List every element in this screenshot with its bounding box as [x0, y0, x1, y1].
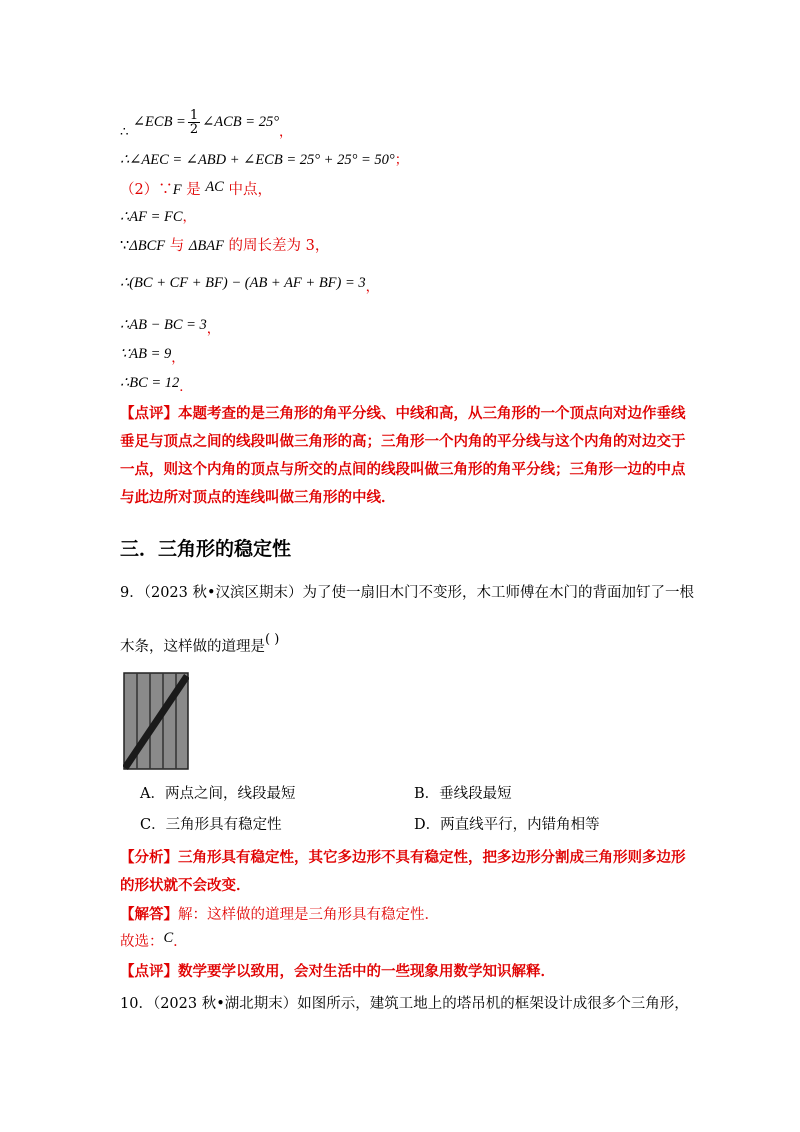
math-point-f: F	[172, 182, 182, 198]
analysis-paragraph	[120, 844, 690, 900]
choice-value: C	[163, 930, 174, 946]
solution-line-1	[120, 108, 293, 140]
text: 与	[165, 238, 189, 254]
solution-line-9	[120, 373, 193, 393]
punct: ；	[394, 152, 409, 168]
math-expr: ∴∠AEC = ∠ABD + ∠ECB = 25° + 25° = 50°	[120, 152, 395, 168]
punct: ，	[365, 279, 380, 295]
solution-line-2	[120, 150, 408, 170]
fraction-numerator: 1	[189, 108, 199, 123]
therefore-symbol: ∴	[120, 124, 129, 140]
punct: ，	[279, 124, 293, 140]
solution-line-7	[120, 315, 220, 335]
punct: ，	[171, 350, 185, 366]
math-lhs: ∠ECB =	[132, 114, 186, 130]
analysis-tag: 【分析】	[120, 849, 178, 866]
comment2-line	[120, 962, 555, 982]
math-expr: ∴(BC + CF + BF) − (AB + AF + BF) = 3	[120, 275, 366, 291]
comment-tag: 【点评】	[120, 405, 178, 422]
choice-line	[120, 932, 188, 952]
solution-line-8	[120, 344, 185, 364]
math-triangle-baf: ΔBAF	[188, 238, 224, 254]
option-d[interactable]: D．两直线平行，内错角相等	[414, 817, 600, 833]
analysis-text: 三角形具有稳定性，其它多边形不具有稳定性，把多边形分割成三角形则多边形的形状就不会改变．	[120, 849, 686, 894]
text: 中点，	[223, 182, 272, 198]
solution-line-4	[120, 207, 196, 227]
part-2-prefix: （2）∵	[120, 182, 173, 198]
punct: ，	[206, 321, 221, 337]
math-segment-ac: AC	[205, 179, 224, 195]
punct: ，	[182, 209, 197, 225]
solution-line-5	[120, 236, 329, 256]
q9-text: 木条，这样做的道理是	[120, 639, 265, 655]
q9-line-2	[120, 632, 280, 660]
comment-text: 数学要学以致用，会对生活中的一些现象用数学知识解释．	[178, 963, 555, 980]
option-b[interactable]: B．垂线段最短	[414, 786, 512, 802]
option-c[interactable]: C．三角形具有稳定性	[140, 817, 282, 833]
punct: ．	[173, 934, 188, 950]
comment-text: 本题考查的是三角形的角平分线、中线和高，从三角形的一个顶点向对边作垂线垂足与顶点之间的线段叫做三角形的高；三角形一个内角的平分线与这个内角的对边交于一点，则这个内角的顶点与所交的点间的线段叫做三角形的角平分线；三角形一边的中点与此边所对顶点的连线叫做三角形的中线．	[120, 405, 686, 506]
door-figure	[123, 672, 189, 770]
text: 的周长差为 3，	[223, 238, 330, 254]
math-rhs: ∠ACB = 25°	[202, 114, 279, 130]
because-symbol: ∵	[120, 238, 130, 254]
solution-line-6	[120, 273, 379, 293]
option-a[interactable]: A．两点之间，线段最短	[140, 786, 296, 802]
q10-line-1: 10．（2023 秋•湖北期末）如图所示，建筑工地上的塔吊机的框架设计成很多个三角形，	[120, 996, 689, 1012]
text: 是	[181, 182, 206, 198]
punct: ．	[179, 379, 193, 395]
choice-label: 故选：	[120, 934, 164, 950]
q9-line-1: 9．（2023 秋•汉滨区期末）为了使一扇旧木门不变形，木工师傅在木门的背面加钉了一根	[120, 585, 695, 601]
answer-tag: 【解答】	[120, 906, 178, 923]
section-title: 三．三角形的稳定性	[120, 538, 292, 560]
math-triangle-bcf: ΔBCF	[129, 238, 166, 254]
math-expr: ∴BC = 12	[120, 375, 180, 391]
fraction-denominator: 2	[189, 122, 199, 137]
comment-tag: 【点评】	[120, 963, 178, 980]
answer-paren: ( )	[265, 632, 280, 647]
comment-paragraph	[120, 400, 690, 512]
fraction-half	[188, 109, 200, 136]
math-expr: ∴AB − BC = 3	[120, 317, 207, 333]
solution-line-3	[120, 180, 272, 200]
answer-text: 解：这样做的道理是三角形具有稳定性．	[178, 907, 439, 923]
math-expr: ∴AF = FC	[120, 209, 183, 225]
math-expr: ∵AB = 9	[120, 346, 172, 362]
answer-line	[120, 905, 439, 925]
